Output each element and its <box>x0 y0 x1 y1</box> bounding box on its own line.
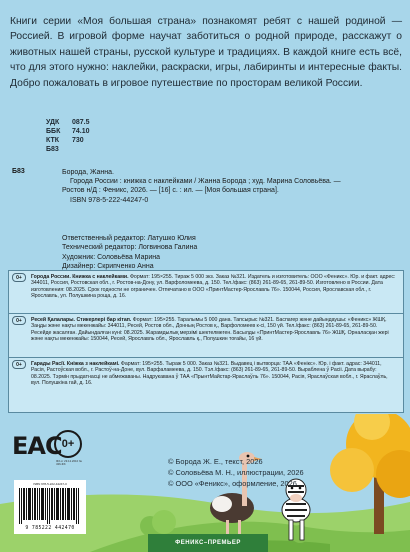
copyright-block <box>168 456 388 489</box>
ktk-value: 730 <box>72 137 84 144</box>
udk-row <box>46 118 312 127</box>
legal-row-ru <box>9 271 403 313</box>
classification-block <box>12 118 312 154</box>
bibliography-description: Города России : книжка с наклейками / Жанна Борода ; худ. Марина Соловьёва. — Ростов н/Д : Феникс, 2026. — [16] с. : ил. — [Моя большая страна]. <box>62 178 341 195</box>
author-code: Б83 <box>46 146 59 153</box>
ktk-row <box>46 136 312 145</box>
author-code-row <box>46 145 312 154</box>
barcode-isbn: ISBN 978-5-222-44247-0 <box>33 482 67 486</box>
bibliography-record <box>62 168 362 205</box>
legal-info-panel <box>8 270 404 413</box>
credit-designer: Дизайнер: Скрипченко Анна <box>62 263 154 271</box>
copyright-design: © ООО «Феникс», оформление, 2026 <box>168 479 297 488</box>
barcode-bars <box>18 488 82 524</box>
legal-text-ru: Формат: 195×255. Тираж 5 000 экз. Заказ №321. Издатель и изготовитель: ООО «Феникс». Юр. и факт. адрес: 344011, Россия, Ростовская обл., г. Ростов-на-Дону, ул. Варфоломеева, д. 150. Тел./факс: (863) 261-89-65, 261-89-50. Изготовлено в России. Дата изготовления: 08.2025. Срок годности не ограничен. Отпечатано в ООО «ПринтМастер-Ярославль 76». 150044, Россия, Ярославская обл., г. Ярославль, ул. Полушкина роща, д. 16. <box>31 274 396 300</box>
ktk-label: КТК <box>46 137 59 144</box>
credit-artist: Художник: Соловьёва Марина <box>62 253 161 261</box>
bbk-label: ББК <box>46 128 61 135</box>
age-mark-ru: 0+ <box>12 273 26 282</box>
age-law-note: ФЗ от 29.12.2010 № 436-ФЗ <box>56 459 82 467</box>
age-mark-kz: 0+ <box>12 316 26 325</box>
eac-mark: EAC <box>12 432 62 460</box>
bbk-row <box>46 127 312 136</box>
bibliography-author: Борода, Жанна. <box>62 169 114 176</box>
legal-text-kz: Формат: 195×255. Таралымы 5 000 дана. Тапсырыс №321. Баспагер және дайындаушы: «Феникс» ЖШҚ. Заңды және нақты мекенжайы: 344011, Ресей, Ростов обл., Донның Ростов қ., Варфоломеев к-сі, 150 үй. Тел./факс: (863) 261-89-65, 261-89-50. Ресейде жасалған. Дайындалған күні: 08.2025. Жарамдылық мерзімі шектелмеген. Басылды «ПринтМастер-Ярославль 76» ЖШҚ. Орналасқан жері және нақты мекенжайы: 150044, Ресей, Ярославль обл., Ярославль қ., Полушкин тоғайы, 16 үй. <box>31 317 389 343</box>
udk-value: 087.5 <box>72 119 90 126</box>
bibliography-isbn: ISBN 978-5-222-44247-0 <box>70 196 149 204</box>
age-mark-by: 0+ <box>12 360 26 369</box>
legal-title-by: Гарады Расії. Кніжка з наклейкамі. <box>31 361 121 367</box>
credit-editor: Ответственный редактор: Латушко Юлия <box>62 235 196 242</box>
series-description: Книги серии «Моя большая страна» познакомят ребят с нашей родиной — Россией. В игровой форме научат заботиться о родной природе, расскажут о животных нашей страны, русской культуре и традициях. В каждой книге есть всё, что для этого нужно: наклейки, раскраски, игры, лабиринты и интересные факты. Добро пожаловать в игровое путешествие по просторам великой России. <box>10 16 402 89</box>
legal-text-by: Фармат: 195×255. Тыраж 5 000. Заказ №321. Выдавец і вытворца: ТАА «Фенікс». Юр. і факт. адрас: 344011, Расія, Растоўская вобл., г. Растоў-на-Доне, вул. Варфаламеева, д. 150. Тэл./факс: (863) 261-89-65, 261-89-50. Выраблена ў Расіі. Дата вырабу: 08.2025. Тэрмін прыдатнасці не абмежаваны. Надрукавана ў ТАА «ПрынтМайстар-Яраслаўль 76». 150044, Расія, Яраслаўская вобл., г. Яраслаўль, вул. Полушкіна гай, д. 16. <box>31 361 388 387</box>
copyright-author: © Борода Ж. Е., текст, 2026 <box>168 457 263 466</box>
copyright-illustrator: © Соловьёва М. Н., иллюстрации, 2026 <box>168 468 304 477</box>
legal-row-by <box>9 357 403 413</box>
legal-row-kz <box>9 313 403 357</box>
age-rating-badge: 0+ <box>54 430 82 458</box>
bbk-value: 74.10 <box>72 128 90 135</box>
barcode <box>14 480 86 534</box>
barcode-digits: 9 785222 442470 <box>25 526 75 531</box>
credit-tech-editor: Технический редактор: Логвинова Галина <box>62 244 198 252</box>
publisher-logo: ФЕНИКС–ПРЕМЬЕР <box>175 540 241 546</box>
legal-title-kz: Ресей Қалалары. Стикерлері бар кітап. <box>31 317 133 323</box>
credits-block <box>62 234 362 272</box>
bibliography-code: Б83 <box>12 168 25 175</box>
udk-label: УДК <box>46 119 60 126</box>
legal-title-ru: Города России. Книжка с наклейками. <box>31 274 130 280</box>
